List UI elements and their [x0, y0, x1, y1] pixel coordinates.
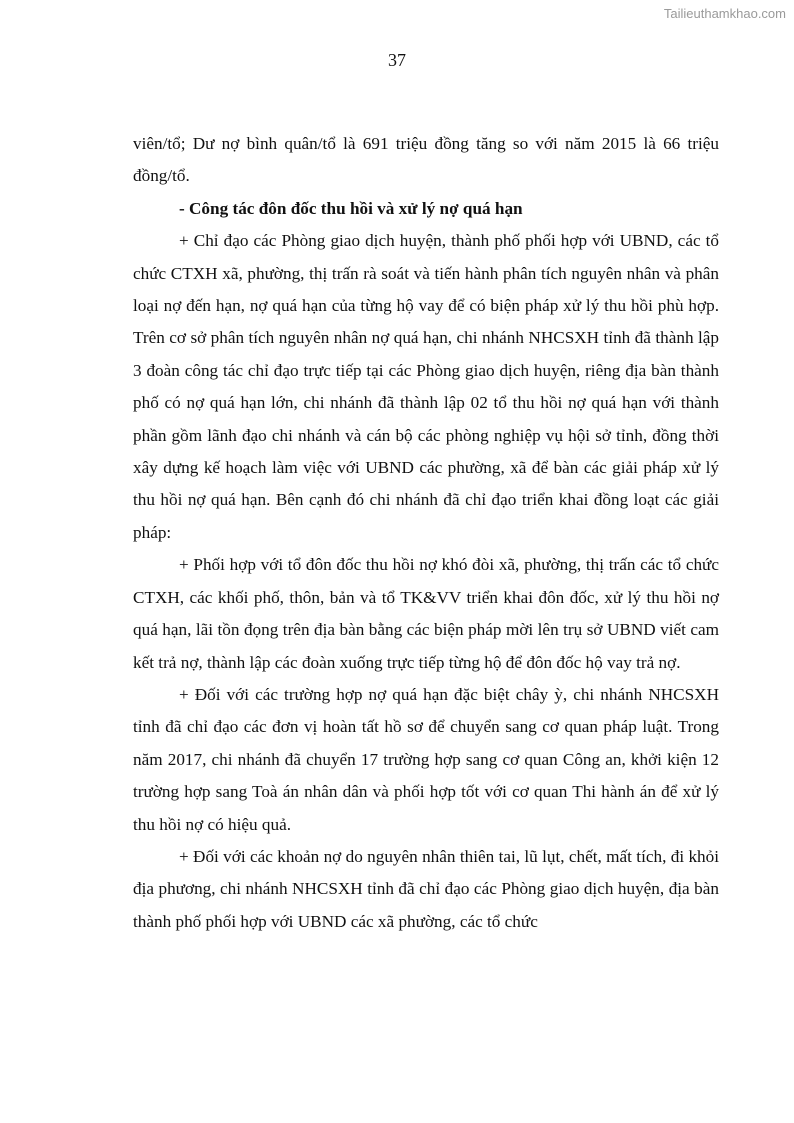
paragraph-directive-4: + Đối với các khoản nợ do nguyên nhân thiên tai, lũ lụt, chết, mất tích, đi khỏi địa phương, chi nhánh NHCSXH tỉnh đã chỉ đạo các Phòng giao dịch huyện, địa bàn thành phố phối hợp với UBND các xã phường, các tổ chức [133, 846, 719, 931]
paragraph-continuation: viên/tổ; Dư nợ bình quân/tổ là 691 triệu đồng tăng so với năm 2015 là 66 triệu đồng/tổ. [133, 134, 719, 186]
paragraph-directive-1: + Chỉ đạo các Phòng giao dịch huyện, thành phố phối hợp với UBND, các tổ chức CTXH xã, phường, thị trấn rà soát và tiến hành phân tích nguyên nhân và phân loại nợ đến hạn, nợ quá hạn của từng hộ vay để có biện pháp xử lý thu hồi phù hợp. Trên cơ sở phân tích nguyên nhân nợ quá hạn, chi nhánh NHCSXH tỉnh đã thành lập 3 đoàn công tác chỉ đạo trực tiếp tại các Phòng giao dịch huyện, riêng địa bàn thành phố có nợ quá hạn lớn, chi nhánh đã thành lập 02 tổ thu hồi nợ quá hạn với thành phần gồm lãnh đạo chi nhánh và cán bộ các phòng nghiệp vụ hội sở tỉnh, đồng thời xây dựng kế hoạch làm việc với UBND các phường, xã để bàn các giải pháp xử lý thu hồi nợ quá hạn. Bên cạnh đó chi nhánh đã chỉ đạo triển khai đồng loạt các giải pháp: [133, 231, 719, 542]
watermark-text: Tailieuthamkhao.com [663, 6, 786, 21]
paragraph-directive-2: + Phối hợp với tổ đôn đốc thu hồi nợ khó đòi xã, phường, thị trấn các tổ chức CTXH, các khối phố, thôn, bản và tổ TK&VV triển khai đôn đốc, xử lý thu hồi nợ quá hạn, lãi tồn đọng trên địa bàn bằng các biện pháp mời lên trụ sở UBND viết cam kết trả nợ, thành lập các đoàn xuống trực tiếp từng hộ để đôn đốc hộ vay trả nợ. [133, 555, 719, 672]
document-body [133, 128, 719, 938]
page-number: 37 [388, 50, 406, 70]
section-heading: - Công tác đôn đốc thu hồi và xử lý nợ quá hạn [179, 198, 523, 218]
paragraph-directive-3: + Đối với các trường hợp nợ quá hạn đặc biệt chây ỳ, chi nhánh NHCSXH tỉnh đã chỉ đạo các đơn vị hoàn tất hồ sơ để chuyển sang cơ quan pháp luật. Trong năm 2017, chi nhánh đã chuyển 17 trường hợp sang cơ quan Công an, khởi kiện 12 trường hợp sang Toà án nhân dân và phối hợp tốt với cơ quan Thi hành án để xử lý thu hồi nợ có hiệu quả. [133, 684, 719, 834]
